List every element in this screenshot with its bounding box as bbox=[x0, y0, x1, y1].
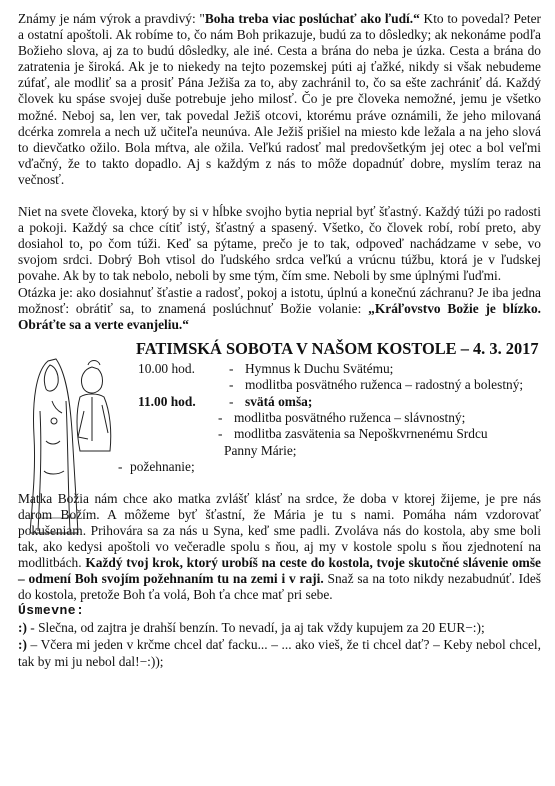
usmevne-heading: Úsmevne: bbox=[18, 603, 85, 619]
bold-every-step: Každý tvoj krok, ktorý urobíš na ceste do kostola, tvoje skutočné slávenie omše – odmení Boh svojím požehnaním tu na zemi i v raji. bbox=[18, 555, 541, 587]
our-lady-and-pope-illustration-icon bbox=[18, 341, 116, 537]
fatima-saturday-section: FATIMSKÁ SOBOTA V NAŠOM KOSTOLE – 4. 3. 2017 10.00 hod. - Hymnus k Duchu Svätému; - modlitba posvätného ruženca – radostný a bolestný; 11.00 hod. - svätá omša; - modlitba posvätného ruženca – slávnostný; - modlitba zasvätenia sa Nepoškvrnenému Srdcu Panny Márie; - požehnanie; bbox=[18, 339, 541, 557]
fatima-title: FATIMSKÁ SOBOTA V NAŠOM KOSTOLE – 4. 3. 2017 bbox=[136, 338, 539, 358]
paragraph-obedience: Známy je nám výrok a pravdivý: "Boha treba viac poslúchať ako ľudí.“ Kto to povedal? Peter a ostatní apoštoli. Ak robíme to, čo nám Boh prikazuje, budú za to dôsledky; ak nekonáme podľa Božieho slova, aj za to budú dôsledky, ale iné. Cesta a brána do neba je úzka. Cesta a brána do zatratenia je široká. Ak je to niekedy na tejto pozemskej púti aj ťažké, nikdy si však nebudeme zúfať, ale modliť sa a prosiť Pána Ježiša za to, aby zachránil to, čo sa ešte zachrániť dá. Každý človek ku spáse svojej duše potrebuje jeho milosť. Čo je pre človeka nemožné, jemu je všetko možné. Neboj sa, len ver, tak povedal Ježiš otcovi, ktorému práve oznámili, že jeho milovaná dcérka zomrela a nech už učiteľa neunúva. Ale Ježiš prišiel na miesto kde ležala a na jeho slová to dievčatko ožilo. Bola mŕtva, ale ožila. Veľkú radosť mal predovšetkým jej otec a bol veľmi vďačný, že to takto dopadlo. Aj s každým z nás to môže dopadnúť dobre, myslím teraz na večnosť. bbox=[18, 11, 541, 187]
quote-obey-god: Boha treba viac poslúchať ako ľudí.“ bbox=[204, 11, 420, 26]
bulletin-page bbox=[18, 11, 541, 670]
paragraph-question: Otázka je: ako dosiahnuť šťastie a radosť, pokoj a istotu, úplnú a konečnú záchranu? Je iba jedna možnosť: obrátiť sa, to znamená poslúchnuť Božie volanie: „Kráľovstvo Božie je blízko. Obráťte sa a verte evanjeliu.“ bbox=[18, 284, 541, 332]
paragraph-mother-of-god: Matka Božia nám chce ako matka zvlášť klásť na srdce, že doba v ktorej žijeme, je pre nás darom Božím. A môžeme byť šťastní, že Mária je tu s nami. Pomáha nám vzdorovať pokušeniam. Prihovára sa za nás u Syna, keď sme padli. Zvoláva nás do kostola, aby sme boli tak, ako kedysi apoštoli vo večeradle spolu s ňou, aj my v kostole spolu s ňou zjednotení na modlitbách. Každý tvoj krok, ktorý urobíš na ceste do kostola, tvoje skutočné slávenie omše – odmení Boh svojím požehnaním tu na zemi i v raji. Snaž sa na toto nikdy nezabudnúť. Ideš do kostola, pretože Boh ťa volá, Boh ťa chce mať pri sebe. bbox=[18, 490, 541, 603]
paragraph-happiness: Niet na svete človeka, ktorý by si v hĺbke svojho bytia neprial byť šťastný. Každý túži po radosti a pokoji. Každý sa chce cítiť istý, šťastný a spasený. Všetko, čo človek robí, robí preto, aby dosiahol to, po čom túži. Keď sa pýtame, prečo je to tak, odpoveď nachádzame v sebe, vo svojom srdci. Dobrý Boh vtisol do ľudského srdca veľkú a vrúcnu túžbu, ktorá je v ľudskej povahe. Ak by to tak nebolo, neboli by sme tým, čím sme. Neboli by sme úplnými ľuďmi. bbox=[18, 204, 541, 284]
quote-kingdom: „Kráľovstvo Božie je blízko. Obráťte sa a verte evanjeliu.“ bbox=[18, 300, 541, 332]
joke-1: :) - Slečna, od zajtra je drahší benzín. To nevadí, ja aj tak vždy kupujem za 20 EUR−:); bbox=[18, 620, 485, 636]
joke-2: :) – Včera mi jeden v krčme chcel dať facku... – ... ako vieš, že ti chcel dať? – Keby nebol chcel, tak by mi ju nebol dal!−:)); bbox=[18, 637, 541, 670]
